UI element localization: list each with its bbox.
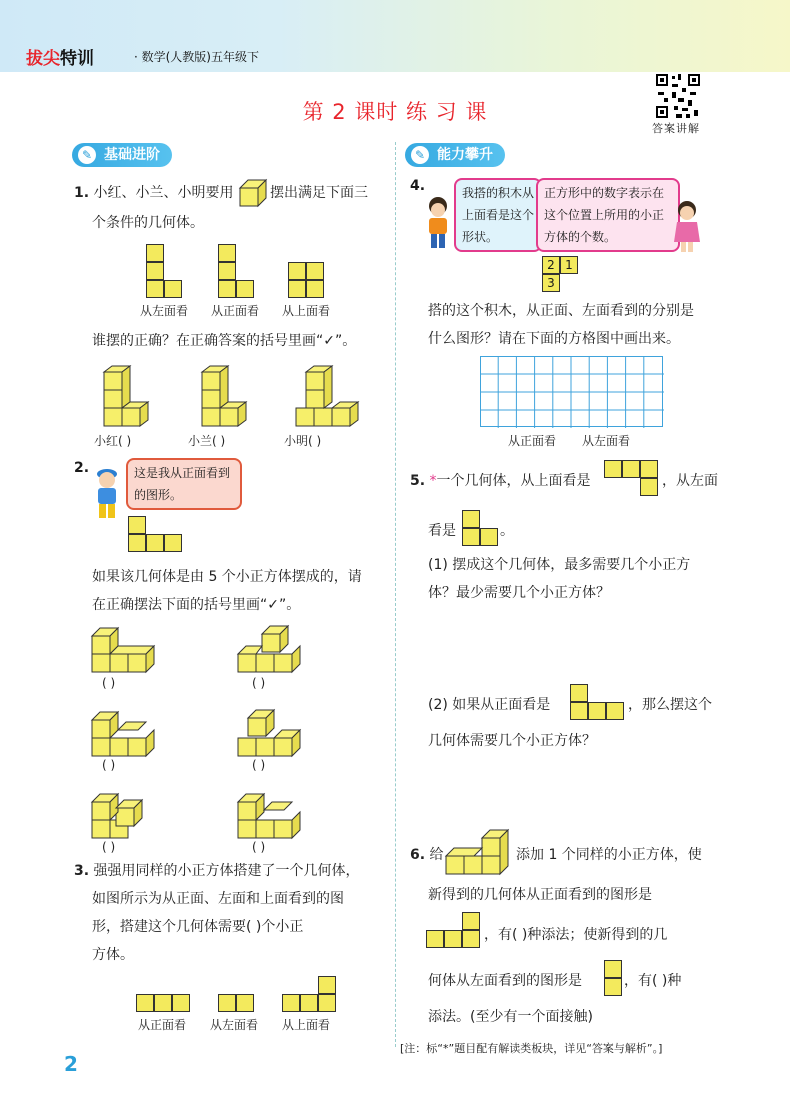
q1-line1: 1. 小红、小兰、小明要用 [74, 185, 234, 201]
q2-front-view-figure [128, 516, 184, 552]
qr-label: 答案讲解 [652, 122, 700, 135]
q6-line2: 新得到的几何体从正面看到的图形是 [428, 887, 652, 903]
q4-view-label-1: 从正面看 [508, 434, 557, 448]
page-number: 2 [64, 1052, 78, 1076]
q4-number: 4. [410, 178, 426, 194]
q2-option-f-figure [236, 782, 312, 844]
q3-view-label-2: 从左面看 [210, 1018, 259, 1032]
q3-line4: 方体。 [92, 947, 134, 963]
q5-sub1-line2: 体？最少需要几个小正方体？ [428, 585, 610, 601]
q4-top-view-grid [542, 256, 582, 292]
q6-line3: ，有( )种添法；使新得到的几 [484, 927, 668, 943]
q4-line2: 什么图形？请在下面的方格图中画出来。 [428, 331, 680, 347]
q3-front-view-figure [136, 994, 192, 1012]
q3-left-view-figure [218, 994, 256, 1012]
q4-cell-2: 1 [560, 256, 578, 274]
subject-label: · 数学(人教版)五年级下 [134, 50, 259, 64]
q1-view-label-1: 从左面看 [140, 304, 189, 318]
section-basic-head: ✎ 基础进阶 [72, 143, 172, 167]
q6-line5: 添法。(至少有一个面接触) [428, 1009, 593, 1025]
q1-option-xiaohong[interactable]: 小红( ) [94, 434, 132, 448]
q5-top-view-figure [604, 460, 660, 496]
header-band [0, 0, 790, 72]
q2-number: 2. [74, 460, 90, 476]
q2-option-e-figure [90, 782, 162, 844]
q1-option-xiaoming-figure [292, 356, 362, 432]
running-figure-icon: ✎ [78, 146, 96, 164]
q3-line1: 3. 强强用同样的小正方体搭建了一个几何体， [74, 863, 360, 879]
q5-sub1-line1: (1) 摆成这个几何体，最多需要几个小正方 [428, 557, 691, 573]
brand-logo: 拔尖特训 [26, 49, 94, 69]
q4-view-label-2: 从左面看 [582, 434, 631, 448]
q2-paren-e[interactable]: ( ) [102, 840, 116, 854]
small-cube-icon [238, 178, 266, 206]
q2-paren-b[interactable]: ( ) [252, 676, 266, 690]
q2-paren-a[interactable]: ( ) [102, 676, 116, 690]
q1-left-view-figure [146, 244, 186, 298]
q1-view-label-2: 从正面看 [211, 304, 260, 318]
q1-option-xiaolan-figure [198, 356, 262, 432]
q1-view-label-3: 从上面看 [282, 304, 331, 318]
q2-line1: 如果该几何体是由 5 个小正方体摆成的，请 [92, 569, 362, 585]
q2-paren-d[interactable]: ( ) [252, 758, 266, 772]
boy-illustration-icon [424, 196, 452, 256]
q4-bubble-boy: 我搭的积木从上面看是这个形状。 [454, 178, 542, 252]
q6-left-view-figure [604, 960, 622, 996]
q2-speech-bubble: 这是我从正面看到的图形。 [126, 458, 242, 510]
q2-paren-c[interactable]: ( ) [102, 758, 116, 772]
q4-line1: 搭的这个积木，从正面、左面看到的分别是 [428, 303, 694, 319]
q1-option-xiaoming[interactable]: 小明( ) [284, 434, 322, 448]
q1-top-view-figure [288, 262, 328, 298]
q6-front-view-figure [426, 912, 482, 948]
column-divider [395, 142, 396, 1047]
q5-left-view-figure [462, 510, 500, 546]
q1-option-xiaolan[interactable]: 小兰( ) [188, 434, 226, 448]
q3-view-label-1: 从正面看 [138, 1018, 187, 1032]
q1-option-xiaohong-figure [100, 364, 164, 432]
q1-question: 谁摆的正确？在正确答案的括号里画“✓”。 [92, 333, 357, 349]
q3-line2: 如图所示为从正面、左面和上面看到的图 [92, 891, 344, 907]
q2-option-c-figure [90, 704, 162, 762]
q4-cell-3: 3 [542, 274, 560, 292]
page-title: 第 2 课时 练 习 课 [302, 100, 488, 124]
q6-line1: 6. 给 [410, 847, 444, 863]
climbing-figure-icon: ✎ [411, 146, 429, 164]
q1-front-view-figure [218, 244, 258, 298]
qr-code-icon[interactable] [654, 72, 702, 120]
q6-base-figure [444, 826, 516, 880]
q5-sub2-line1b: ，那么摆这个 [628, 697, 712, 713]
q2-line2: 在正确摆法下面的括号里画“✓”。 [92, 597, 301, 613]
q2-option-b-figure [236, 616, 312, 678]
q5-front-view-figure [570, 684, 626, 720]
q2-paren-f[interactable]: ( ) [252, 840, 266, 854]
q3-top-view-figure [282, 976, 338, 1012]
q5-period: 。 [500, 523, 514, 539]
q2-option-a-figure [90, 624, 162, 678]
q5-line1: 5. *一个几何体，从上面看是 [410, 473, 591, 489]
q2-option-d-figure [236, 700, 312, 762]
q5-line2: 看是 [428, 523, 456, 539]
boy-illustration-icon [92, 464, 122, 528]
q5-line1b: ，从左面 [662, 473, 718, 489]
q5-sub2-line2: 几何体需要几个小正方体？ [428, 733, 596, 749]
q4-drawing-grid[interactable] [480, 356, 664, 432]
q4-cell-1: 2 [542, 256, 560, 274]
girl-illustration-icon [672, 200, 702, 258]
q1-line1b: 摆出满足下面三 [270, 185, 368, 201]
q6-line4a: 何体从左面看到的图形是 [428, 973, 582, 989]
q3-line3: 形，搭建这个几何体需要( )个小正 [92, 919, 304, 935]
q5-star-icon: * [429, 473, 437, 489]
section-advanced-head: ✎ 能力攀升 [405, 143, 505, 167]
q5-sub2-line1: (2) 如果从正面看是 [428, 697, 551, 713]
q4-bubble-girl: 正方形中的数字表示在这个位置上所用的小正方体的个数。 [536, 178, 680, 252]
q6-line1b: 添加 1 个同样的小正方体，使 [516, 847, 702, 863]
q6-line4b: ，有( )种 [624, 973, 682, 989]
footer-note: [注：标“*”题目配有解读类板块，详见“答案与解析”。] [400, 1042, 663, 1055]
q1-line2: 个条件的几何体。 [92, 215, 204, 231]
q3-view-label-3: 从上面看 [282, 1018, 331, 1032]
